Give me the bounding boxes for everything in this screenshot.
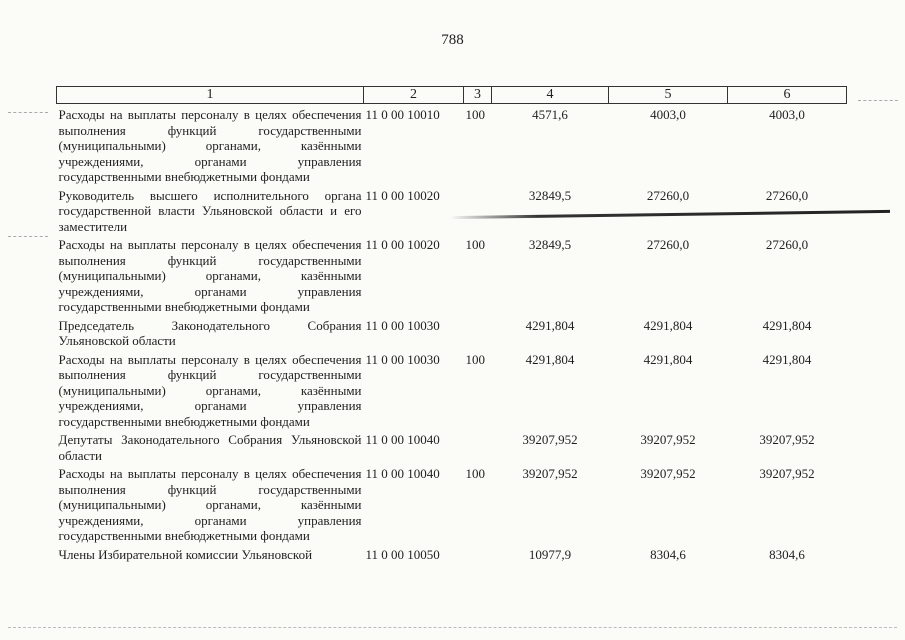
budget-table	[56, 86, 847, 562]
row-value-col5: 39207,952	[640, 432, 696, 447]
row-name: Члены Избирательной комиссии Ульяновской	[58, 546, 313, 562]
row-target-code: 11 0 00 10020	[365, 187, 440, 203]
table-row	[57, 349, 847, 430]
table-row	[57, 315, 847, 349]
row-value-col5: 4291,804	[643, 351, 693, 367]
column-header-1: 1	[57, 87, 364, 104]
row-name: Расходы на выплаты персоналу в целях обеспечения выполнения функций государственными (муниципальными) органами, казёнными учреждениями, органами управления государственными внебюджетными фондами	[58, 466, 362, 543]
header-row	[57, 87, 847, 104]
row-value-col5: 4003,0	[650, 107, 686, 122]
row-expense-type: 100	[465, 107, 485, 122]
row-name: Руководитель высшего исполнительного органа государственной власти Ульяновской области и его заместители	[58, 187, 362, 234]
row-target-code: 11 0 00 10030	[365, 351, 440, 367]
column-header-6: 6	[728, 87, 847, 104]
row-value-col5: 4291,804	[643, 317, 693, 333]
row-target-code: 11 0 00 10040	[365, 466, 440, 481]
row-value-col4: 4291,804	[525, 317, 575, 333]
page-number: 788	[441, 32, 464, 48]
row-expense-type: 100	[465, 237, 485, 252]
row-value-col5: 27260,0	[646, 187, 690, 203]
row-value-col4: 39207,952	[522, 432, 578, 447]
row-target-code: 11 0 00 10020	[365, 237, 440, 252]
row-expense-type	[464, 185, 492, 235]
row-expense-type	[464, 544, 492, 563]
column-header-4: 4	[492, 87, 609, 104]
row-name: Расходы на выплаты персоналу в целях обеспечения выполнения функций государственными (муниципальными) органами, казёнными учреждениями, органами управления государственными внебюджетными фондами	[58, 237, 362, 314]
row-name: Расходы на выплаты персоналу в целях обеспечения выполнения функций государственными (муниципальными) органами, казёнными учреждениями, органами управления государственными внебюджетными фондами	[58, 107, 362, 184]
row-name: Председатель Законодательного Собрания Ульяновской области	[58, 317, 362, 348]
row-expense-type: 100	[465, 351, 485, 367]
row-value-col6: 39207,952	[759, 432, 815, 447]
row-target-code: 11 0 00 10030	[365, 317, 440, 333]
row-value-col5: 27260,0	[646, 237, 690, 252]
table-row	[57, 185, 847, 235]
table-row	[57, 544, 847, 563]
row-target-code: 11 0 00 10050	[365, 546, 440, 562]
row-value-col6: 27260,0	[765, 237, 809, 252]
scan-margin-mark	[8, 236, 48, 237]
row-expense-type: 100	[465, 466, 485, 481]
table-row	[57, 429, 847, 463]
row-name: Депутаты Законодательного Собрания Ульяновской области	[58, 432, 362, 463]
row-expense-type	[464, 315, 492, 349]
row-value-col4: 32849,5	[528, 237, 572, 252]
row-value-col4: 32849,5	[528, 187, 572, 203]
row-value-col6: 4003,0	[769, 107, 805, 122]
row-value-col4: 10977,9	[528, 546, 572, 562]
row-value-col6: 27260,0	[765, 187, 809, 203]
column-header-2: 2	[364, 87, 464, 104]
table-row	[57, 463, 847, 544]
row-value-col5: 39207,952	[640, 466, 696, 481]
column-header-5: 5	[609, 87, 728, 104]
row-value-col5: 8304,6	[650, 546, 686, 562]
row-value-col4: 4291,804	[525, 351, 575, 367]
scan-margin-mark	[8, 112, 48, 113]
row-value-col6: 4291,804	[762, 317, 812, 333]
row-value-col6: 39207,952	[759, 466, 815, 481]
row-name: Расходы на выплаты персоналу в целях обеспечения выполнения функций государственными (муниципальными) органами, казёнными учреждениями, органами управления государственными внебюджетными фондами	[58, 351, 362, 429]
scan-margin-mark	[858, 100, 898, 101]
row-target-code: 11 0 00 10010	[365, 107, 440, 122]
row-value-col6: 4291,804	[762, 351, 812, 367]
column-header-3: 3	[464, 87, 492, 104]
table-row	[57, 234, 847, 315]
table-row	[57, 104, 847, 185]
row-value-col4: 39207,952	[522, 466, 578, 481]
bottom-scan-edge	[8, 627, 897, 628]
row-value-col6: 8304,6	[769, 546, 805, 562]
row-value-col4: 4571,6	[532, 107, 568, 122]
row-target-code: 11 0 00 10040	[365, 432, 440, 447]
row-expense-type	[464, 429, 492, 463]
